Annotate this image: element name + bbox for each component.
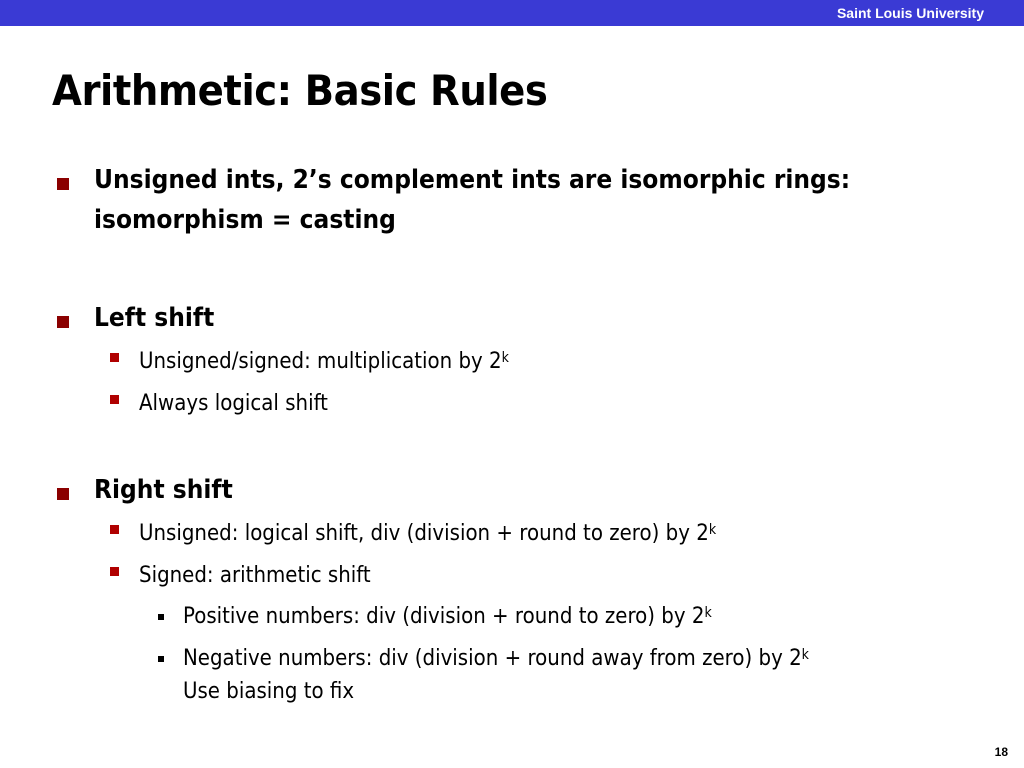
sub-bullet-multiplication	[139, 347, 509, 377]
sub-bullet-signed: Signed: arithmetic shift	[139, 563, 371, 588]
sub-sub-bullet-negative	[183, 643, 809, 675]
sub-bullet-text: Unsigned/signed: multiplication by 2	[139, 349, 502, 374]
sub-sub-bullet-negative-line-2: Use biasing to fix	[183, 679, 355, 704]
bullet-marker	[57, 316, 69, 328]
sub-bullet-marker	[110, 395, 119, 404]
bullet-1-line-2: isomorphism = casting	[94, 205, 396, 235]
exponent: k	[501, 350, 509, 366]
page-number: 18	[994, 745, 1008, 759]
institution-name: Saint Louis University	[836, 5, 984, 21]
bullet-1-line-1: Unsigned ints, 2’s complement ints are isomorphic rings:	[94, 165, 851, 195]
sub-bullet-unsigned	[139, 519, 716, 549]
sub-bullet-logical-shift: Always logical shift	[139, 391, 328, 416]
exponent: k	[801, 647, 809, 663]
sub-bullet-marker	[110, 525, 119, 534]
exponent: k	[708, 522, 717, 538]
exponent: k	[704, 605, 712, 621]
bullet-marker	[57, 488, 69, 500]
sub-bullet-text: Unsigned: logical shift, div (division + round to zero) by 2	[139, 521, 709, 546]
sub-sub-bullet-marker	[158, 656, 164, 662]
sub-bullet-marker	[110, 567, 119, 576]
slide-title: Arithmetic: Basic Rules	[52, 66, 548, 115]
bullet-marker	[57, 178, 69, 190]
sub-sub-bullet-text: Positive numbers: div (division + round to zero) by 2	[183, 604, 705, 629]
sub-sub-bullet-positive	[183, 601, 712, 633]
bullet-2-text: Left shift	[94, 303, 215, 333]
bullet-3-text: Right shift	[94, 475, 233, 505]
header-bar	[0, 0, 1024, 26]
sub-sub-bullet-marker	[158, 614, 164, 620]
sub-bullet-marker	[110, 353, 119, 362]
sub-sub-bullet-text: Negative numbers: div (division + round away from zero) by 2	[183, 646, 802, 671]
